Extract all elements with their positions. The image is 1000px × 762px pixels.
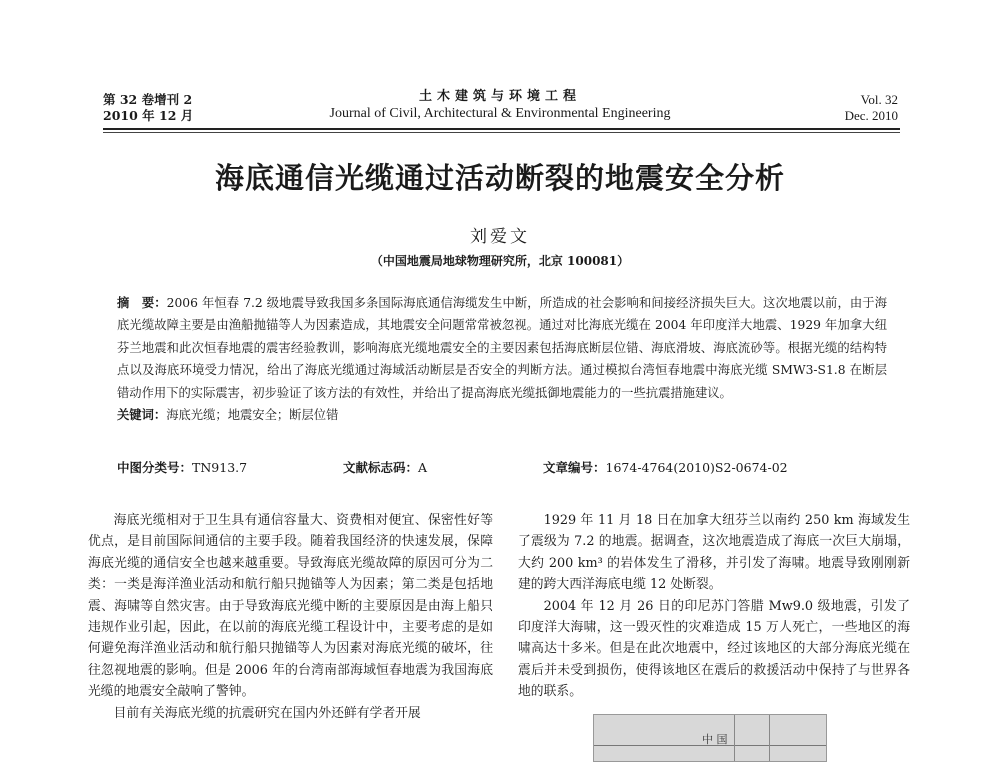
clc-value: TN913.7 [192,460,248,475]
body-left-column [88,510,493,724]
left-paragraph-1: 海底光缆相对于卫生具有通信容量大、资费相对便宜、保密性好等优点，是目前国际间通信的主要手段。随着我国经济的快速发展，保障海底光缆的通信安全也越来越重要。导致海底光缆故障的原因可分为二类：一类是海洋渔业活动和航行船只抛锚等人为因素；第二类是包括地震、海啸等自然灾害。由于导致海底光缆中断的主要原因是由海上船只违规作业引起，因此，在以前的海底光缆工程设计中，主要考虑的是如何避免海洋渔业活动和航行船只抛锚等人为因素对海底光缆的破坏，往往忽视地震的影响。但是 2006 年的台湾南部海域恒春地震为我国海底光缆的地震安全敲响了警钟。 [88,513,493,700]
map-line [769,715,770,761]
abstract-text: 2006 年恒春 7.2 级地震导致我国多条国际海底通信海缆发生中断，所造成的社会影响和间接经济损失巨大。这次地震以前，由于海底光缆故障主要是由渔船抛锚等人为因素造成，其地震安全问题常常被忽视。通过对比海底光缆在 2004 年印度洋大地震、1929 年加拿大纽芬兰地震和此次恒春地震的震害经验教训，影响海底光缆地震安全的主要因素包括海底断层位错、海底滑坡、海底流砂等。根据光缆的结构特点以及海底环境受力情况，给出了海底光缆通过海域活动断层是否安全的判断方法。通过模拟台湾恒春地震中海底光缆 SMW3-S1.8 在断层错动作用下的实际震害，初步验证了该方法的有效性，并给出了提高海底光缆抵御地震能力的一些抗震措施建议。 [117,296,887,400]
header-vol-number: Vol. 32 [860,92,898,107]
journal-name-cn: 土木建筑与环境工程 [418,89,581,104]
abstract-paragraph [117,292,887,404]
paper-title: 海底通信光缆通过活动断裂的地震安全分析 [214,161,785,195]
header-vol-en [820,92,898,124]
header-volume-info [103,92,193,124]
abstract-block [117,292,887,426]
doc-code-value: A [418,460,428,475]
left-paragraph-2: 目前有关海底光缆的抗震研究在国内外还鲜有学者开展 [113,705,421,721]
article-no-value: 1674-4764(2010)S2-0674-02 [605,460,788,475]
paper-author: 刘爱文 [470,227,530,247]
map-figure [593,714,827,762]
doc-code-info [343,458,427,476]
doc-code-label: 文献标志码： [343,460,419,475]
clc-label: 中图分类号： [117,460,193,475]
body-right-column [518,510,910,703]
header-rule-thick [103,128,900,130]
journal-name-en: Journal of Civil, Architectural & Environmental Engineering [329,106,671,121]
abstract-label: 摘 要： [117,296,167,310]
map-label: 中 国 [702,733,728,746]
map-line [734,715,735,761]
keywords-line [117,404,887,426]
keywords-label: 关键词： [117,408,167,423]
header-rule-thin [103,132,900,133]
right-paragraph-2: 2004 年 12 月 26 日的印尼苏门答腊 Mw9.0 级地震，引发了印度洋大海啸，这一毁灭性的灾难造成 15 万人死亡，一些地区的海啸高达十多米。但是在此次地震中，经过该地区的大部分海底光缆在震后并未受到损伤，使得该地区在震后的救援活动中保持了与世界各地的联系。 [518,598,910,700]
keywords-text: 海底光缆；地震安全；断层位错 [166,408,339,423]
clc-info [117,458,247,476]
article-no-label: 文章编号： [543,460,606,475]
right-paragraph-1: 1929 年 11 月 18 日在加拿大纽芬兰以南约 250 km 海域发生了震级为 7.2 的地震。据调查，这次地震造成了海底一次巨大崩塌，大约 200 km³ 的岩体发生了滑移，并引发了海啸。地震导致刚刚新建的跨大西洋海底电缆 12 处断裂。 [518,513,910,593]
author-affiliation: （中国地震局地球物理研究所，北京 100081） [370,254,630,268]
article-no-info [543,458,788,476]
header-volume: 第 32 卷增刊 2 [103,92,193,107]
header-date: 2010 年 12 月 [103,108,194,123]
header-vol-date: Dec. 2010 [844,108,898,123]
header-journal [280,89,720,123]
